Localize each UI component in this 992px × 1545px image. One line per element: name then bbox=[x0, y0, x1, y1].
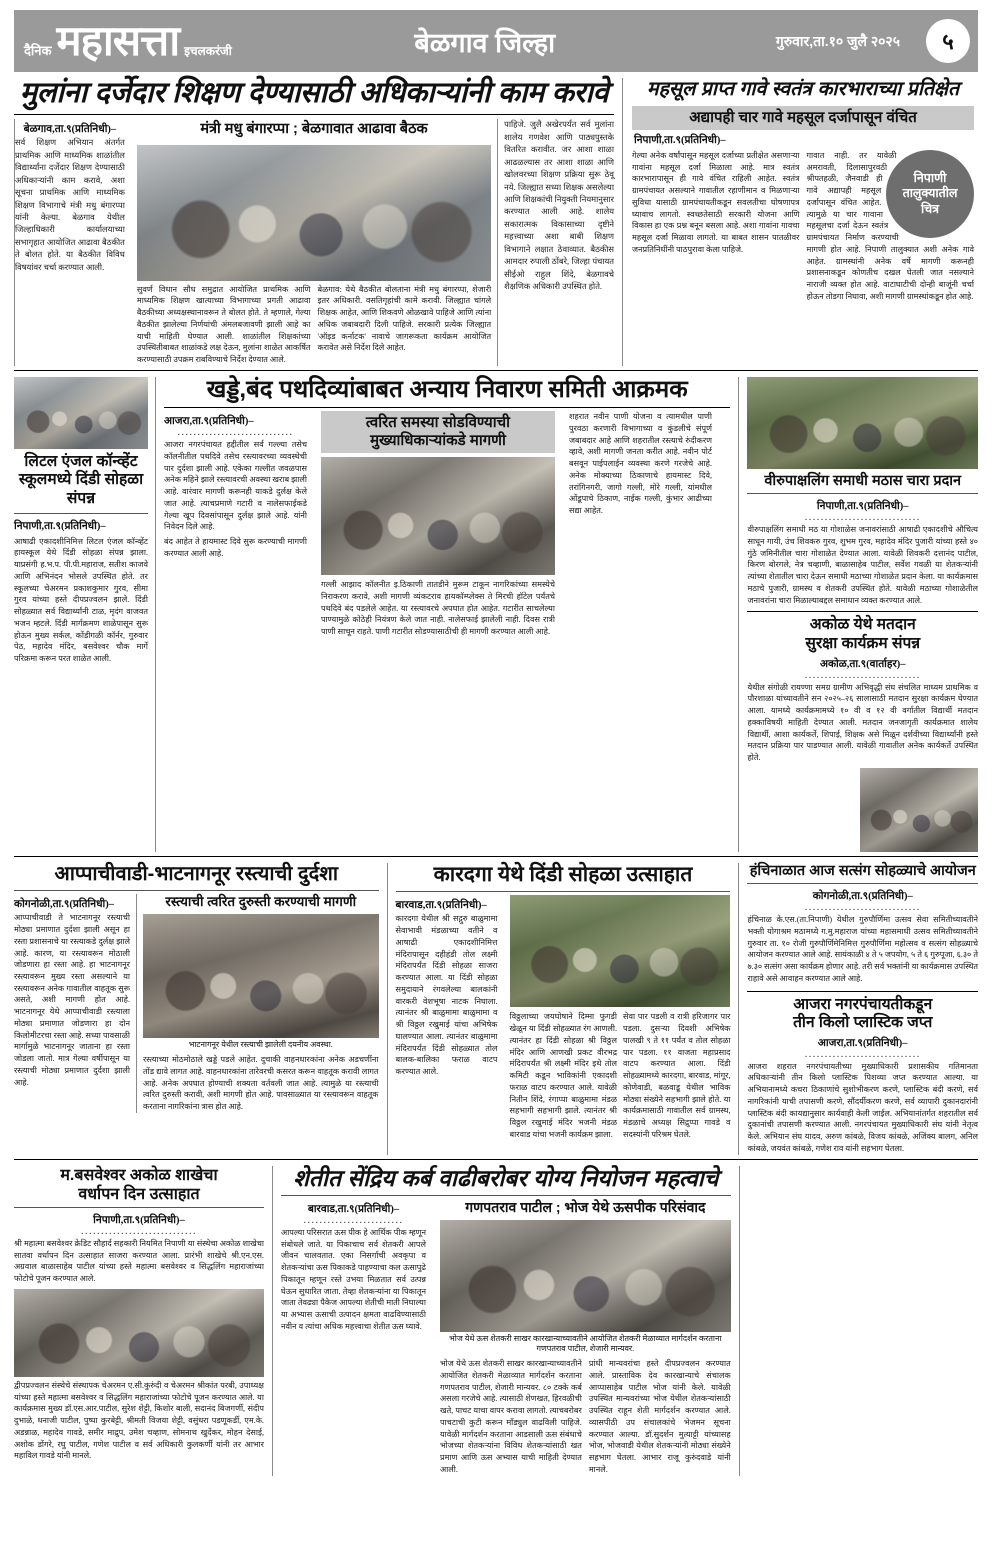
road-center bbox=[136, 894, 379, 1113]
lead-subhead: मंत्री मधु बंगारप्पा ; बेळगावात आढावा बैठक bbox=[200, 121, 428, 138]
basaveshwar-headline-2: वर्धापन दिन उत्साहात bbox=[78, 1185, 200, 1203]
potholes-body-2: गल्ली आझाद कॉलनीत इ.ठिकाणी तातडीने मुरूम टाकून नागरिकांच्या समस्येचे निराकरण करावे, अशी मागणी व्यंकटराव हायकॉम्प्लेक्स ते मिरची हॉटेल पर्यंतचे पथदिवे बंद पडलेले आहेत. या रस्त्यावरचे अपघात होत आहेत. गटारीत साचलेल्या पाण्यामुळे कोठेही नियंत्रण केले जात नाही. नालेसफाई झालेली नाही. दिवस रात्री पाणी साचून राहते. पाणी गटारीत सोडण्यासाठीची ही मागणी करण्यात आली आहे. bbox=[320, 580, 555, 637]
brand-logo bbox=[24, 17, 232, 64]
school-dindi-dateline: निपाणी,ता.९(प्रतिनिधी)– bbox=[14, 520, 106, 532]
kardaga-dateline: बारवाड,ता.९(प्रतिनिधी)– bbox=[395, 900, 487, 912]
lead-col-4 bbox=[497, 119, 614, 366]
potholes-dots: ............................. bbox=[177, 427, 294, 439]
bottom-right-column bbox=[738, 863, 978, 1155]
lead-body-4: पाहिजे. जुलै अखेरपर्यंत सर्व मुलांना शालेय गणवेश आणि पाठ्यपुस्तके वितरित करावीत. जर आशा शाळा आढळल्यास तर आशा शाळा आणि खोलवरच्या शिक्षण प्रक्रिया सुरू ठेवू नये. जिल्ह्यात सध्या शिक्षक असलेल्या आणि शिक्षकांची नियुक्ती नियमानुसार करण्यात आली आहे. शालेय सकारात्मक विकासाच्या दृष्टीने महत्त्वाच्या अशा बाबी शिक्षण विभागाने लक्षात ठेवाव्यात. बैठकीस आमदार रुपाली ठोंबरे, जिल्हा पंचायत सीईओ राहुल शिंदे, बेळगावचे शैक्षणिक अधिकारी उपस्थित होते. bbox=[504, 120, 615, 291]
carbon-body-1: आपल्या परिसरात ऊस पीक हे आर्थिक पीक म्हणून संबोधले जाते. या पिकाचाच सर्व शेतकरी आपले जीवन चालवतात. एका निसर्गाची अवकृपा व शेतकऱ्यांचा ऊस पिकाकडे पाहण्याचा कल ऊसापुढे पिकातून म्हणून रस्ते उभया मिळतात सर्व उत्पन्न घेऊन सुधारित जाता. तेव्हा शेतकऱ्यांना या पिकातून जाता तेवढ्या पैकेज आपल्या शेतीची माती निघाल्या या अभ्यास ऊसाची उत्पादन क्षमता वाढविण्यासाठी नवीन व त्यांचा अधिक महत्त्वाचा शेतीत ऊस घ्यावे. bbox=[280, 1227, 426, 1331]
road-body-1: आप्पाचीवाडी ते भाटनागनूर रस्त्याची मोठ्या प्रमाणात दुर्दशा झाली असून हा रस्ता प्रशासनाचे या रस्त्याकडे दुर्लक्ष झाले आहे. कारण, या रस्त्यावरून मोठाली जोडणारा हा रस्ता आहे. हा भाटनागनूर रस्त्यावरून मुख्य रस्ता असल्याने या रस्त्यावरून अनेक गावातील वाहतूक सुरू असते, अशी मागणी होत आहे. भाटनागनूर येथे आप्पाचीवाडी रस्त्याला मोठ्या प्रमाणात जोडणारा हा दोन किलोमीटरचा रस्ता आहे. सध्या पावसाळी मार्गामुळे भाटनागनूर जाताना हा रस्ता जोडला जातो. मात्र गेल्या वर्षीपासून या रस्त्याची मोठ्या प्रमाणात दुर्दशा झाली आहे. bbox=[14, 913, 130, 1087]
mid-section bbox=[14, 377, 978, 852]
lead-body-3: बेळगाव: येथे बैठकीत बोलताना मंत्री मधु बंगारप्पा, शेजारी इतर अधिकारी. वसतिगृहांची कामे करावी. जिल्ह्यात चांगले शिक्षक आहेत, आणि शिकवणे ओळखावे पाहिजे आणि त्यांना अधिक जबाबदारी दिली पाहिजे. सरकारी प्रत्येक जिल्ह्यात 'ऑइड कर्नाटक' नावाचे जागरूकता कार्यक्रम आयोजित करावेत असे निर्देश दिले आहेत. bbox=[317, 284, 492, 353]
brand-title: महासत्ता bbox=[56, 17, 180, 64]
publication-date: गुरुवार,ता.१० जुलै २०२५ bbox=[775, 32, 900, 49]
revenue-story bbox=[622, 78, 974, 366]
akol-headline-1: अकोळ येथे मतदान bbox=[809, 616, 916, 634]
mid-right-column bbox=[738, 377, 978, 852]
plastic-headline-1: आजरा नगरपंचायतीकडून bbox=[793, 995, 933, 1013]
basaveshwar-dots: ............................. bbox=[80, 1225, 197, 1237]
potholes-dateline: आजरा,ता.९(प्रतिनिधी)– bbox=[163, 416, 254, 428]
lead-body-2: सुवर्ण विधान सौध समुद्रात आयोजित प्राथमिक आणि माध्यमिक शिक्षण खात्याच्या विभागाच्या प्रगती आढावा बैठकीच्या अध्यक्षस्थानावरून ते बोलत होते. ते म्हणाले, गेल्या बैठकीत झालेल्या निर्णयांची अंमलबजावणी झाली आहे का याची माहिती घेण्यात आली. शाळांतील शिक्षकांच्या उपस्थितीबाबत शाळांकडे लक्ष देऊन, मुलांना शाळेत आकर्षित करण्यासाठी उपक्रम राबविण्याचे निर्देश देण्यात आले. bbox=[136, 284, 311, 365]
potholes-col-3 bbox=[562, 411, 712, 638]
lead-photo bbox=[137, 145, 491, 281]
school-dindi-headline-1: लिटल एंजल कॉन्व्हेंट bbox=[24, 452, 138, 470]
akol-headline-2: सुरक्षा कार्यक्रम संपन्न bbox=[805, 634, 921, 652]
carbon-dots: ......................... bbox=[303, 1214, 404, 1226]
revenue-headline: महसूल प्राप्त गावे स्वतंत्र कारभाराच्या प्रतिक्षेत bbox=[646, 78, 960, 100]
plastic-dateline: आजरा,ता.९(प्रतिनिधी)– bbox=[817, 1037, 908, 1049]
bottom-right-spacer bbox=[739, 1166, 978, 1476]
carbon-col-1 bbox=[281, 1199, 433, 1476]
school-dindi-story bbox=[14, 377, 155, 852]
revenue-body-2: गावात नाही. तर यावेळी अमरावती, दिलासापुरवठी श्रीपतहळी, जैनवाडी ही गावे अद्यापही महसूल दर्जापासून वंचित आहेत. त्यामुळे या चार गावाना महसूलचा दर्जा देऊन स्वतंत्र ग्रामपंचायत निर्माण करण्याची मागणी होत आहे. निपाणी तालुक्यात अशी अनेक गावे आहेत. ग्रामस्थांनी अनेक वर्षे मागणी करूनही प्रशासनाकडून कोणतीच दखल घेतली जात नसल्याने नाराजी व्यक्त होत आहे. वाटाघाटीची दोन्ही बाजूंनी चर्चा होऊन तोडगा निघावा, अशी मागणी ग्रामस्थांकडून होत आहे. bbox=[806, 151, 974, 301]
basaveshwar-dateline: निपाणी,ता.९(प्रतिनिधी)– bbox=[93, 1214, 185, 1226]
carbon-story bbox=[272, 1166, 739, 1476]
potholes-body-3: शहरात नवीन पाणी योजना व त्यामधील पाणी पुरवठा करणारी विभागाच्या व कुंडलीचे संपूर्ण जबाबदार आहे आणि शहरातील रस्त्याचे रुंदीकरण व्हावे, अशी मागणी जनता करीत आहे. नवीन पोर्ट बसवून पाईपलाईन व्यवस्था करणे गरजेचे आहे. अनेक मोक्याच्या ठिकाणाचे हायमास्ट दिवे, तरांगिनगरी, जागो गल्ली, मोरे गल्ली, यांमधील ओंडूपाचे ठिकाण, नाईक गल्ली, कुंभार आढीच्या सद्या आहेत. bbox=[568, 412, 712, 516]
akol-dateline: अकोळ,ता.९(वार्ताहर)– bbox=[819, 658, 906, 670]
revenue-col-2 bbox=[807, 150, 975, 303]
kardaga-col-1 bbox=[396, 895, 504, 1140]
plastic-body: आजरा शहरात नगरपंचायतीच्या मुख्याधिकारी प्रशासकीय गतिमानता अधिकाऱ्यांनी तीन किलो प्लास्टिक पिशव्या जप्त करण्यात आल्या. या अभियानामध्ये कचरा ठिकाणांचे सुशोभीकरण करणे, प्लास्टिक बंदी करणे, सर्व नागरिकांनी याची तपासणी करणे, सौंदर्यीकरण करणे, सर्व व्यापारी दुकानदारांनी प्लास्टिक बंदी कायद्यानुसार कार्यवाही केली जाईल. अभियानांतर्गत शहरातील सर्व दुकानांची तपासणी करण्यात आली. नगरपंचायत मुख्याधिकारी संघ यांनी नेतृत्व केले. अभियान संघ यादव, अरुण कांबळे, विजय कांबळे, अजिंक्य बालग, अनिल कांबळे, जयवंत कांबळे, गणेश राव यांनी सहभाग घेतला. bbox=[747, 1061, 978, 1153]
fodder-dateline: निपाणी,ता.९(प्रतिनिधी)– bbox=[816, 501, 909, 513]
lead-body-1: सर्व शिक्षण अभियान अंतर्गत प्राथमिक आणि माध्यमिक शाळांतील विद्यार्थ्यांना दर्जेदार शिक्षण देण्यासाठी अधिकाऱ्यांनी काम करावे, अशा सूचना प्राथमिक आणि माध्यमिक शिक्षण विभागाचे मंत्री मधु बंगारप्पा यांनी केल्या. बेळगाव येथील जिल्हाधिकारी कार्यालयाच्या सभागृहात आयोजित आढावा बैठकीत ते बोलत होते. या बैठकीत विविध विषयांवर चर्चा करण्यात आली. bbox=[15, 138, 125, 272]
potholes-headline: खड्डे,बंद पथदिव्यांबाबत अन्याय निवारण समिती आक्रमक bbox=[206, 375, 688, 403]
kardaga-body-1: कारदगा येथील श्री सद्गुरु बाळुमामा सेवाभावी मंडळाच्या वतीने व आषाढी एकादशीनिमित्त मंदिरापासून दहीहंडी तोल लक्ष्मी मंदिरापर्यंत दिंडी सोहळा साजरा करण्यात आला. या दिंडी सोहळा समुदायाने रंगवलेल्या बालकांनी वारकरी वेशभूषा नाटक निघाला. त्यानंतर श्री बाळुमामा बाळुमामा व श्री विठ्ठल रखुमाई यांचा अभिषेक घालण्यात आला. त्यानंतर बाळुमामा मंदिरापर्यंत दिंडी सोहळ्यात तोल बालक-बालिका फराळ वाटप करण्यात आले. bbox=[395, 914, 498, 1077]
akol-body: येथील संगोळी रायण्णा समग्र ग्रामीण अभिवृद्धी संघ संचलित माध्यम प्राथमिक व पौरशाळा यांच्यावतीने सन २०२५–२६ सालासाठी मतदान सुरक्षा कार्यक्रम घेण्यात आला. यामध्ये कार्यक्रमामध्ये १० वी व १२ वी वर्गातील विद्यार्थी मतदान हक्काविषयी माहिती देण्यात आली. मतदान जनजागृती कार्यक्रमात शालेय विद्यार्थी, आशा कार्यकर्ते, शिपाई, शिक्षक असे मिळून दर्शवीच्या विद्यार्थ्यांनी हस्ते मतदान प्रक्रिया पार पाडण्यात आली. यावेळी गावातील अनेक कार्यकर्ते उपस्थित होते. bbox=[747, 682, 978, 762]
lead-headline: मुलांना दर्जेदार शिक्षण देण्यासाठी अधिकाऱ्यांनी काम करावे bbox=[19, 77, 609, 109]
carbon-subhead: गणपतराव पाटील ; भोज येथे ऊसपीक परिसंवाद bbox=[465, 1198, 706, 1215]
akol-photo bbox=[860, 768, 978, 852]
lead-col-1 bbox=[14, 119, 131, 366]
masthead bbox=[14, 10, 978, 72]
basaveshwar-story bbox=[14, 1166, 272, 1476]
fodder-body: वीरुपाक्षलिंग समाधी मठ या गोशाळेस जनावरांसाठी आषाढी एकादशीचे औचित्य साधून गायी, उंच शिवकरु गुरव, शुभम गुरव, महादेव मंदिर पुजारी यांच्या हस्ते ४० गुंठे जमिनीतील चारा गोशाळेत देण्यात आला. यावेळी शिवकरी दत्तानंद पाटील, किरण बोरगले, नेत्र चव्हाणी, बाळासाहेब पाटील, सर्वेश गवळी या शेतकऱ्यांनी त्यांच्या शेतातील चारा देऊन समाधी मठाच्या गोशाळेत प्रदान केला. या कार्यक्रमास मठाचे पुजारी, ग्रामस्थ व शेतकरी उपस्थित होते. यावेळी मठाच्या गोशाळेतील जनावरांना चारा मिळाल्याबद्दल समाधान व्यक्त करण्यात आले. bbox=[747, 525, 978, 605]
region-badge-line1: निपाणी bbox=[913, 170, 947, 185]
lead-story bbox=[14, 78, 622, 366]
basaveshwar-headline-1: म.बसवेश्वर अकोळ शाखेचा bbox=[60, 1166, 218, 1184]
kardaga-right bbox=[504, 895, 731, 1140]
kardaga-body-3: सेवा पार पडली व रात्री हरिजागर पार पडला. दुसऱ्या दिवशी अभिषेक पालखी ९ ते ११ पर्यंत व तोल सोहळा पार पडला. ११ वाजता महाप्रसाद वाटप करण्यात आला. दिंडी सोहळ्यामध्ये कारदगा, बारवाड, मांगूर, कोणेवाडी, बळवाडू येथील भाविक मोठ्या संख्येने सहभागी झाले होते. या कार्यक्रमासाठी गावातील सर्व ग्रामस्थ, मंडळाचे अध्यक्ष सिद्रुप्पा गावडे व सदस्यांनी परिश्रम घेतले. bbox=[623, 1012, 731, 1139]
school-dindi-body-1: आषाढी एकादशीनिमित्त लिटल एंजल कॉन्व्हेंट हायस्कूल येथे दिंडी सोहळा संपन्न झाला. याप्रसंगी ह.भ.प. पी.पी.महाराज, सतीश काजवे आणि अभिनंदन भोसले उपस्थित होते. तर स्कूलच्या चेअरमन प्रकाशकुमार गुरव, सीमा गुरव यांच्या हस्ते दीपप्रज्वलन झाले. दिंडी सोहळ्यात सर्व विद्यार्थ्यांनी टाळ, मृदंग वाजवत भजन म्हटले. दिंडी मार्गक्रमण शाळेपासून सुरू होऊन मुख्य सर्कल, कोंडीगळी कॉर्नर, गुरुवार पेठ, महादेव मंदिर, बसवेश्वर चौक मार्गे परिक्रमा करून परत शाळेत आली. bbox=[14, 536, 148, 663]
satsang-dots: ............................. bbox=[804, 902, 921, 914]
road-col-1 bbox=[14, 894, 136, 1113]
carbon-body-2: भोज येथे ऊस शेतकरी साखर कारखान्याच्यावतीने आयोजित शेतकरी मेळाव्यात मार्गदर्शन करताना गणपतराव पाटील, शेजारी मान्यवर. ८० टक्के कर्ब असला गरजेचे आहे. त्यासाठी शेणखत, हिरवळीची खते, पाचट याचा वापर करावा लागतो. त्याचबरोबर पाचटाची कुटी करून माँड्युल वाढविली पाहिजे. यावेळी मार्गदर्शन करताना आडसाली ऊस संबंधाचे भोजच्या शेतकऱ्यांना विविध शेतकऱ्यांसाठी खत प्रमाण आणि ऊस अभ्यास याची माहिती देण्यात आली. bbox=[439, 1359, 582, 1474]
potholes-photo bbox=[321, 457, 555, 575]
potholes-body-1: आजरा नगरपंचायत हद्दीतील सर्व गल्ल्या तसेच कॉलनीतील पथदिवे तसेच रस्त्यावरच्या व्यवस्थेची पार दुर्दशा झाली आहे. एकेका गल्लीत जवळपास अनेक महिने झाले रस्त्यावरची अवस्था खराब झाली आहे. वारंवार मागणी करूनही याकडे दुर्लक्ष केले जात आहे. त्याचप्रमाणे गटारी व नालेसफाईकडे गेल्या खूप दिवसांपासून दुर्लक्ष झाले आहे. यांनी निवेदन दिले आहे. bbox=[163, 440, 307, 532]
carbon-headline: शेतीत सेंद्रिय कर्ब वाढीबरोबर योग्य नियोजन महत्वाचे bbox=[293, 1164, 719, 1191]
school-dindi-headline-2: स्कूलमध्ये दिंडी सोहळा संपन्न bbox=[18, 471, 144, 508]
road-photo bbox=[143, 914, 379, 1038]
road-dateline: कोगनोळी,ता.९(प्रतिनिधी)– bbox=[14, 899, 115, 911]
basaveshwar-photo bbox=[14, 1289, 264, 1377]
fodder-dots: ............................. bbox=[804, 512, 921, 524]
potholes-subhead: त्वरित समस्या सोडविण्याची मुख्याधिकाऱ्यांकडे मागणी bbox=[321, 411, 555, 453]
kardaga-story bbox=[387, 863, 739, 1155]
region-badge-line2: तालुक्यातील bbox=[902, 186, 958, 201]
kardaga-body-2: विठ्ठलाच्या जयघोषाने दिम्मा फुगडी खेळून या दिंडी सोहळ्यात रंग आणली. त्यानंतर हा दिंडी सोहळा श्री विठ्ठल मंदिर आणि आणखी प्रकट वीरभद्र मंदिरापर्यंत श्री लक्ष्मी मंदिर इथे तोल कमिटी कडून भाविकांनी एकादशी फराळ वाटप करण्यात आले. यावेळी नितीन शिंदे, रंगाप्पा बाळुमामा मंडळ सहभागी सहभागी झाले. त्यानंतर श्री विठ्ठल रखुमाई मंदिर भजनी मंडळ बारवाड यांचा भजनी कार्यक्रम झाला. bbox=[509, 1012, 617, 1139]
lead-center bbox=[131, 119, 497, 366]
road-headline: आप्पाचीवाडी-भाटनागनूर रस्त्याची दुर्दशा bbox=[54, 862, 339, 885]
road-body-2: रस्त्याच्या मोठमोठाले खड्डे पडले आहेत. दुचाकी वाहनधारकांना अनेक अडचणींना तोंड द्यावे लागत आहे. वाहनधारकांना तारेवरची कसरत करून वाहतूक करावी लागत आहे. अनेक अपघात होण्याची शक्यता वर्तवली जात आहे. त्यामुळे या रस्त्याची त्वरित दुरुस्ती करावी, अशी मागणी होत आहे. पावसाळ्यात या रस्त्यावरून वाहतूक करताना नागरिकांना त्रास होत आहे. bbox=[143, 1055, 379, 1112]
carbon-right bbox=[433, 1199, 731, 1476]
plastic-headline-2: तीन किलो प्लास्टिक जप्त bbox=[793, 1014, 933, 1032]
bottom-section bbox=[14, 863, 978, 1155]
kardaga-headline: कारदगा येथे दिंडी सोहळा उत्साहात bbox=[433, 862, 693, 886]
carbon-photo-caption: भोज येथे ऊस शेतकरी साखर कारखान्याच्यावतीने आयोजित शेतकरी मेळाव्यात मार्गदर्शन करताना गणपतराव पाटील, शेजारी मान्यवर. bbox=[449, 1333, 722, 1354]
carbon-photo bbox=[440, 1220, 731, 1332]
brand-prefix: दैनिक bbox=[24, 43, 52, 58]
top-section bbox=[14, 78, 978, 366]
region-badge bbox=[886, 150, 974, 238]
fodder-headline: वीरुपाक्षलिंग समाधी मठास चारा प्रदान bbox=[764, 472, 962, 489]
road-story bbox=[14, 863, 387, 1155]
brand-city: इचलकरंजी bbox=[184, 44, 232, 58]
bottom-row-2 bbox=[14, 1166, 978, 1476]
road-photo-caption: भाटनागनूर येथील रस्त्याची झालेली दयनीय अवस्था. bbox=[188, 1040, 333, 1050]
school-dindi-photo bbox=[14, 377, 148, 449]
page-number-badge: ५ bbox=[926, 19, 970, 63]
road-subhead: रस्त्याची त्वरित दुरुस्ती करण्याची मागणी bbox=[165, 894, 357, 910]
revenue-dateline: निपाणी,ता.९(प्रतिनिधी)– bbox=[634, 135, 726, 146]
potholes-story bbox=[155, 377, 738, 852]
carbon-body-3: प्रांधी मान्यवरांचा हस्ते दीपप्रज्वलन करण्यात आले. प्रास्ताविक देव कारखान्याचे संचालक आप्पासाहेब पाटील भोज यांनी केले. यावेळी उपस्थित मान्यवरांच्या भोज येथील शेतकऱ्यांसाठी उपस्थित राहून शेती मार्गदर्शन करण्यात आले. व्यासपीठी उप संचालकांचे भेजमन सूचना करण्यात आल्या. डॉ.सुदर्शन मुत्याट्टी यांच्यासह भोज, भोजवाडी येथील शेतकऱ्यांनी मोठ्या संख्येने सहभाग घेतला. आभार राजू कुरुंदवाडे यांनी मानले. bbox=[588, 1359, 731, 1474]
edition-name: बेळगाव जिल्हा bbox=[414, 27, 556, 58]
plastic-dots: ............................. bbox=[804, 1048, 921, 1060]
basaveshwar-body-1: श्री महात्मा बसवेश्वर क्रेडिट सौहार्द सहकारी नियमित निपाणी या संस्थेचा अकोळ शाखेचा सातवा वर्धापन दिन उत्साहात साजरा करण्यात आला. प्रारंभी शाखेचे श्री.एन.एस. अग्रवाल बाळासाहेब पाटील यांच्या हस्ते महात्मा बसवेश्वर व सिद्धलिंग महाराजांच्या फोटोचे पूजन करण्यात आले. bbox=[14, 1238, 264, 1284]
satsang-body: हंचिनाळ के.एस.(ता.निपाणी) येथील गुरुपौर्णिमा उत्सव सेवा समितीच्यावतीने भक्ती योगाश्रम मठामध्ये ग.मु.महाराज यांच्या महासमाधी उत्सव समितीच्यावतीने गुरुवार ता. १० रोजी गुरुपौर्णिमेनिमित्त गुरुपौर्णिमा महोत्सव व सत्संग सोहळ्याचे आयोजन करण्यात आले आहे. सायंकाळी ४ ते ५ जपयोग, ५ ते ६ गुरुपूजा, ६.३० ते ७.३० सत्संग असा कार्यक्रम होणार आहे. तरी सर्व भक्तांनी या कार्यक्रमास उपस्थित राहावे असे आवाहन करण्यात आले आहे. bbox=[747, 915, 978, 983]
potholes-bullet: बंद आहेत ते हायमास्ट दिवे सुरू करण्याची मागणी करण्यात आली आहे. bbox=[163, 537, 307, 558]
region-badge-line3: चित्र bbox=[920, 201, 940, 216]
akol-dots: ............................. bbox=[804, 669, 921, 681]
lead-dateline: बेळगाव,ता.९(प्रतिनिधी)– bbox=[23, 124, 117, 136]
revenue-body-1: गेल्या अनेक वर्षांपासून महसूल दर्जाच्या प्रतीक्षेत असणाऱ्या गावांना महसूल दर्जा मिळाला आहे. मात्र स्वतंत्र कारभारापासून ही गावे वंचित राहिली आहेत. स्वतंत्र ग्रामपंचायत असल्याने गावातील रहाणीमान व मिळणाऱ्या सुविधा यासाठी ग्रामपंचायतीकडून सवलतीचा घोषणापत्र घ्यावाच लागतो. स्वच्छतेसाठी सरकारी योजना आणि विकास हा एक प्रश्न बनून बसला आहे. अशा गावांना गावचा महसूल दर्जा मिळावा लागतो. या बाबत शासन पातळीवर जनप्रतिनिधींनी पाठपुरावा केला पाहिजे. bbox=[632, 151, 800, 254]
fodder-photo bbox=[747, 377, 978, 469]
satsang-headline: हंचिनाळात आज सत्संग सोहळ्याचे आयोजन bbox=[749, 862, 976, 879]
revenue-subhead: अद्यापही चार गावे महसूल दर्जापासून वंचित bbox=[632, 106, 974, 130]
kardaga-photo bbox=[510, 895, 731, 1007]
satsang-dateline: कोगनोळी,ता.९(प्रतिनिधी)– bbox=[812, 891, 913, 903]
basaveshwar-body-2: द्वीपप्रज्वलन संस्थेचे संस्थापक चेअरमन ए.सी.कुरुंदी व चेअरमन श्रीकांत परबी, उपाध्यक्ष यांच्या हस्ते महात्मा बसवेश्वर व सिद्धलिंग महाराजांच्या फोटोचे पूजन करण्यात आले. या कार्यक्रमास मुख्य डॉ.एस.आर.पाटील, सुरेश शेट्टी, किशोर बाली, सदानंद बिजगर्णी, संदीप दुभाळे, धनाजी पाटील, पुष्पा कुरबेट्टी, श्रीमती विजया शेट्टी, वसुंधरा पडणूकर्डी, एम.के. अडन्नाळ, महादेव गावडे, समीर माद्रुप, उमेश चव्हाण, सोमनाथ खुर्देकर, मोहन देसाई, अशोक डोंगरे, रघु पाटील, गणेश पाटील व सर्व अधिकारी कुलकर्णी यांनी तर आभार महाविल गावडे यांनी मानले. bbox=[14, 1380, 264, 1461]
carbon-dateline: बारवाड,ता.९(प्रतिनिधी)– bbox=[307, 1203, 400, 1215]
potholes-col-1 bbox=[164, 411, 314, 638]
potholes-center bbox=[314, 411, 562, 638]
